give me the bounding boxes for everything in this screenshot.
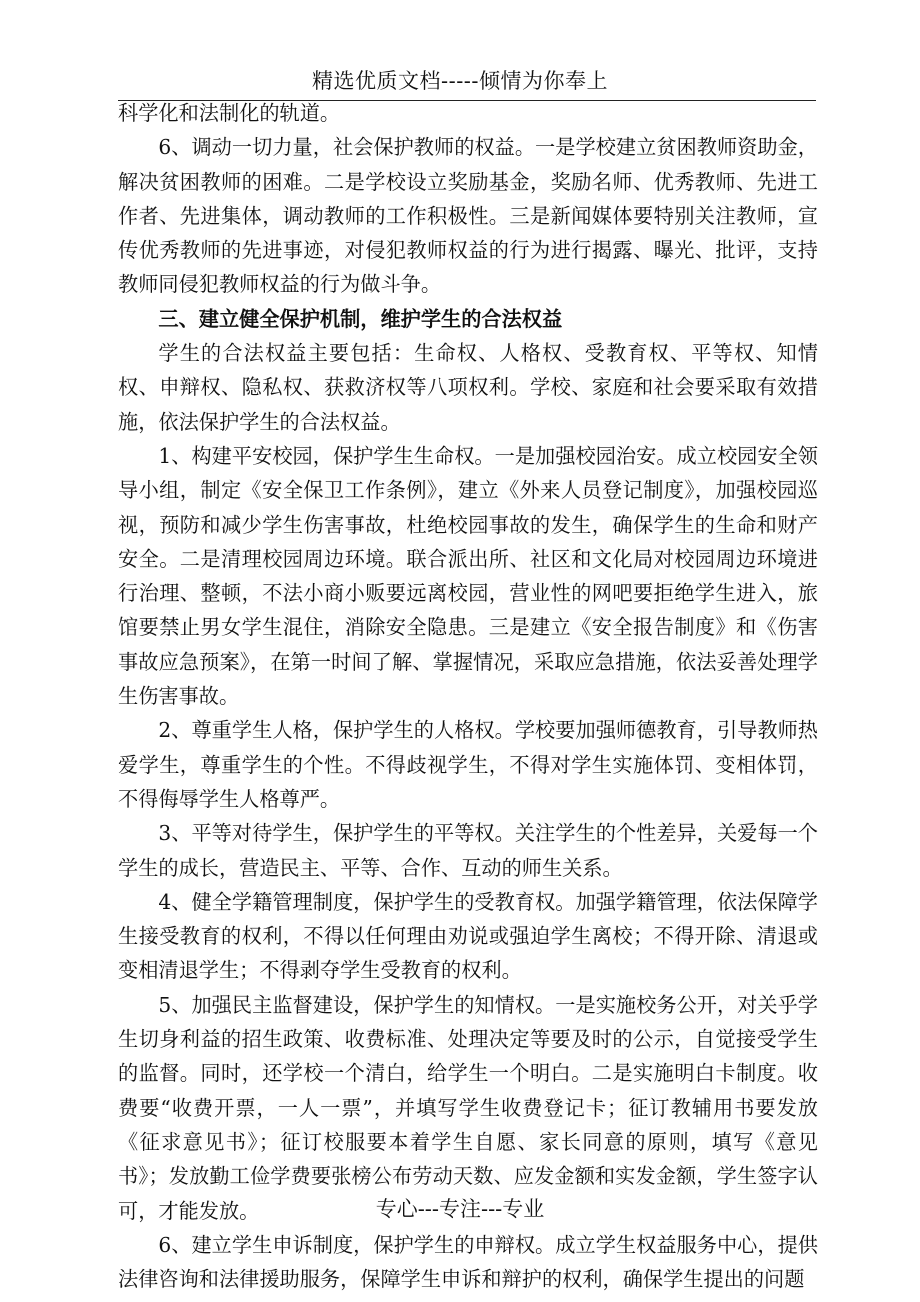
paragraph-item-1: 1、构建平安校园，保护学生生命权。一是加强校园治安。成立校园安全领导小组，制定《安全保卫工作条例》，建立《外来人员登记制度》，加强校园巡视，预防和减少学生伤害事故，杜绝校园事故的发生，确保学生的生命和财产安全。二是清理校园周边环境。联合派出所、社区和文化局对校园周边环境进行治理、整顿，不法小商小贩要远离校园，营业性的网吧要拒绝学生进入，旅馆要禁止男女学生混住，消除安全隐患。三是建立《安全报告制度》和《伤害事故应急预案》，在第一时间了解、掌握情况，采取应急措施，依法妥善处理学生伤害事故。: [118, 443, 818, 709]
paragraph-item-3: 3、平等对待学生，保护学生的平等权。关注学生的个性差异，关爱每一个学生的成长，营造民主、平等、合作、互动的师生关系。: [118, 821, 818, 880]
page-footer: 专心---专注---专业: [375, 1197, 545, 1221]
paragraph-item-5: 5、加强民主监督建设，保护学生的知情权。一是实施校务公开，对关乎学生切身利益的招生政策、收费标准、处理决定等要及时的公示，自觉接受学生的监督。同时，还学校一个清白，给学生一个明白。二是实施明白卡制度。收费要“收费开票，一人一票”，并填写学生收费登记卡；征订教辅用书要发放《征求意见书》；征订校服要本着学生自愿、家长同意的原则，填写《意见书》；发放勤工俭学费要张榜公布劳动天数、应发金额和实发金额，学生签字认可，才能发放。: [118, 992, 818, 1223]
section-heading-student-rights: 三、建立健全保护机制，维护学生的合法权益: [158, 306, 563, 331]
paragraph-continuation: 科学化和法制化的轨道。: [118, 101, 341, 125]
paragraph-item-2: 2、尊重学生人格，保护学生的人格权。学校要加强师德教育，引导教师热爱学生，尊重学生的个性。不得歧视学生，不得对学生实施体罚、变相体罚，不得侮辱学生人格尊严。: [118, 718, 818, 811]
paragraph-teacher-rights-6: 6、调动一切力量，社会保护教师的权益。一是学校建立贫困教师资助金，解决贫困教师的困难。二是学校设立奖励基金，奖励名师、优秀教师、先进工作者、先进集体，调动教师的工作积极性。三是新闻媒体要特别关注教师，宣传优秀教师的先进事迹，对侵犯教师权益的行为进行揭露、曝光、批评，支持教师同侵犯教师权益的行为做斗争。: [118, 135, 818, 297]
paragraph-item-4: 4、健全学籍管理制度，保护学生的受教育权。加强学籍管理，依法保障学生接受教育的权利，不得以任何理由劝说或强迫学生离校；不得开除、清退或变相清退学生；不得剥夺学生受教育的权利。: [118, 889, 818, 983]
paragraph-student-rights-intro: 学生的合法权益主要包括：生命权、人格权、受教育权、平等权、知情权、申辩权、隐私权、获救济权等八项权利。学校、家庭和社会要采取有效措施，依法保护学生的合法权益。: [118, 341, 818, 434]
document-body: [118, 96, 818, 1296]
paragraph-item-6: 6、建立学生申诉制度，保护学生的申辩权。成立学生权益服务中心，提供法律咨询和法律援助服务，保障学生申诉和辩护的权利，确保学生提出的问题: [118, 1232, 818, 1292]
page-header: 精选优质文档-----倾情为你奉上: [312, 69, 608, 93]
